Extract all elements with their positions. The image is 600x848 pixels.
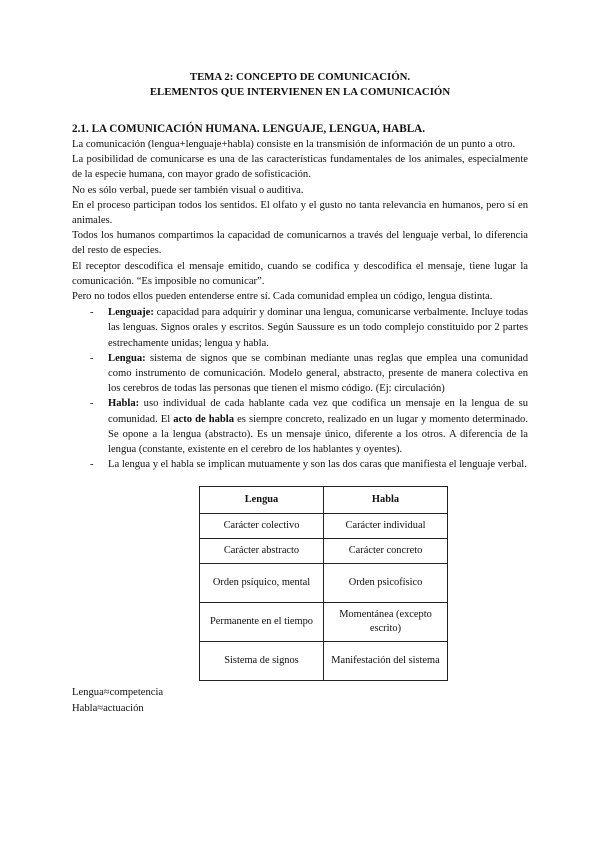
term-habla: Habla: [108, 398, 140, 410]
table-row [200, 539, 448, 564]
table-cell: Momentánea (excepto escrito) [324, 603, 448, 642]
table-cell: Permanente en el tiempo [200, 603, 324, 642]
paragraph: Todos los humanos compartimos la capacidad de comunicarnos a través del lenguaje verbal, lo diferencia del resto de especies. [72, 230, 528, 257]
document-page [72, 70, 528, 716]
footer-line-1: Lengua≈competencia [72, 687, 164, 699]
paragraph: Pero no todos ellos pueden entenderse entre sí. Cada comunidad emplea un código, lengua distinta. [72, 291, 493, 303]
table-row [200, 603, 448, 642]
paragraph: No es sólo verbal, puede ser también visual o auditiva. [72, 184, 304, 196]
table-cell: Carácter colectivo [200, 514, 324, 539]
table-cell: Sistema de signos [200, 642, 324, 681]
definition-text: sistema de signos que se combinan mediante unas reglas que emplea una comunidad como instrumento de comunicación. Modelo general, abstracto, presente de manera colectiva en los cerebros de todas las personas que tienen el mismo código. (Ej: circulación) [108, 352, 528, 395]
paragraph: El receptor descodifica el mensaje emitido, cuando se codifica y descodifica el mensaje, tiene lugar la comunicación. “Es imposible no comunicar”. [72, 260, 528, 287]
list-dash: - [90, 352, 94, 364]
section-heading: 2.1. LA COMUNICACIÓN HUMANA. LENGUAJE, LENGUA, HABLA. [72, 123, 426, 135]
term-lenguaje: Lenguaje: [108, 307, 154, 319]
table-row [200, 514, 448, 539]
definition-text: capacidad para adquirir y dominar una lengua, comunicarse verbalmente. Incluye todas las lenguas. Signos orales y escritos. Según Saussure es un todo complejo constituido por 2 partes estrechamente unidas; lengua y habla. [108, 307, 528, 349]
definition-final [90, 457, 528, 472]
term-acto-de-habla: acto de habla [173, 413, 235, 425]
definition-text: es siempre concreto, realizado en un lugar y momento determinado. Se opone a la lengua (abstracto). Es un mensaje único, diferente a los otros. A diferencia de la lengua (constante, existente en el cerebro de los hablantes y oyentes). [108, 413, 528, 456]
header-habla: Habla [324, 487, 448, 514]
header-lengua: Lengua [200, 487, 324, 514]
table-cell: Carácter individual [324, 514, 448, 539]
definition-lengua [90, 351, 528, 397]
table-row [200, 642, 448, 681]
title-line-1: TEMA 2: CONCEPTO DE COMUNICACIÓN. [189, 71, 411, 83]
paragraph: La posibilidad de comunicarse es una de las características fundamentales de los animales, especialmente de la especie humana, con mayor grado de sofisticación. [72, 154, 528, 181]
table-row [200, 564, 448, 603]
title-line-2: ELEMENTOS QUE INTERVIENEN EN LA COMUNICACIÓN [149, 86, 451, 98]
definition-lenguaje [90, 305, 528, 351]
definition-habla [90, 396, 528, 457]
table-cell: Orden psicofísico [324, 564, 448, 603]
comparison-table [199, 486, 448, 681]
paragraph: En el proceso participan todos los sentidos. El olfato y el gusto no tanta relevancia en humanos, pero sí en animales. [72, 199, 528, 227]
definitions-list [72, 305, 528, 472]
list-dash: - [90, 459, 94, 471]
table-cell: Carácter abstracto [200, 539, 324, 564]
table-cell: Carácter concreto [324, 539, 448, 564]
list-dash: - [90, 398, 94, 410]
paragraph: La comunicación (lengua+lenguaje+habla) consiste en la transmisión de información de un punto a otro. [72, 139, 516, 150]
list-dash: - [90, 307, 94, 319]
term-lengua: Lengua: [108, 352, 146, 364]
table-cell: Manifestación del sistema [324, 642, 448, 681]
definition-text: La lengua y el habla se implican mutuamente y son las dos caras que manifiesta el lenguaje verbal. [108, 459, 527, 471]
footer-line-2: Habla≈actuación [72, 702, 144, 714]
table-cell: Orden psíquico, mental [200, 564, 324, 603]
definition-text: uso individual de cada hablante cada vez que codifica un mensaje en la lengua de su comunidad. El [108, 398, 528, 425]
table-header-row [200, 487, 448, 514]
